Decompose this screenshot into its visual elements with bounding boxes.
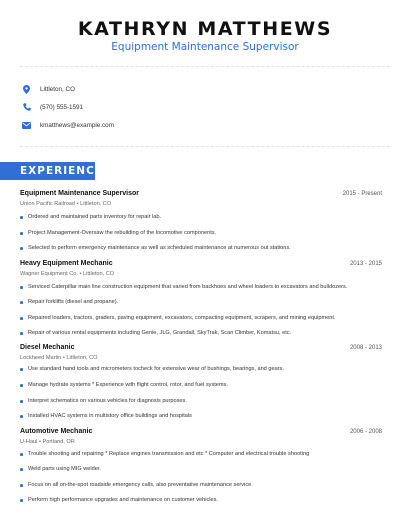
job-title: Diesel Mechanic xyxy=(20,344,75,351)
divider xyxy=(20,146,390,147)
job-bullet: Selected to perform emergency maintenance as well as scheduled maintenance at numerous out stations. xyxy=(20,245,291,251)
divider xyxy=(20,66,390,67)
job-bullet: Use standard hand tools and micrometers tocheck for extensive wear of bushings, bearings, and gears. xyxy=(20,366,284,372)
job-bullet: Focus on all on-the-spot roadside emergency calls, also preventative maintenance service. xyxy=(20,482,253,488)
job-bullet: Weld parts using MIG welder. xyxy=(20,466,101,472)
phone-icon xyxy=(22,103,31,112)
job-dates: 2015 - Present xyxy=(342,191,382,197)
job-bullet: Installed HVAC systems in multistory office buildings and hospitals xyxy=(20,413,192,419)
job-bullet: Repair forklifts (diesel and propane). xyxy=(20,299,118,305)
email-icon xyxy=(22,121,31,130)
contact-phone xyxy=(22,100,83,114)
candidate-title: Equipment Maintenance Supervisor xyxy=(111,41,299,53)
job-bullet: Serviced Caterpillar main line construction equipment that varied from backhoes and wheel loaders to excavators and bulldozers. xyxy=(20,284,347,290)
contact-email[interactable] xyxy=(22,118,114,132)
experience-heading: EXPERIENCE xyxy=(20,165,103,177)
contact-email-text[interactable]: kmatthews@example.com xyxy=(40,121,114,129)
job-title: Automotive Mechanic xyxy=(20,428,93,435)
job-bullet: Repair of various rental equipments including Genie, JLG, Grandall, SkyTrak, Scan Climber, Komatsu, etc. xyxy=(20,330,291,336)
job-bullet: Manage hydrate systems * Experience with flight control, rotor, and fuel systems. xyxy=(20,382,228,388)
job-company: Lockheed Martin • Littleton, CO xyxy=(20,355,98,361)
contact-location-text: Littleton, CO xyxy=(40,85,75,93)
job-bullet: Repaired loaders, tractors, graders, paving equipment, excavators, compacting equipment, scrapers, and mining equipment. xyxy=(20,315,336,321)
job-bullet: Ordered and maintained parts inventory for repair lab. xyxy=(20,214,161,220)
job-company: U-Haul • Portland, OR xyxy=(20,439,75,445)
job-company: Union Pacific Railroad • Littleton, CO xyxy=(20,201,112,207)
job-dates: 2013 - 2015 xyxy=(349,261,382,267)
job-bullet: Project Management-Oversaw the rebuilding of the locomotive components. xyxy=(20,230,216,236)
job-title: Equipment Maintenance Supervisor xyxy=(20,190,140,197)
job-dates: 2008 - 2013 xyxy=(349,345,382,351)
job-company: Wagner Equipment Co. • Littleton, CO xyxy=(20,271,115,277)
job-title: Heavy Equipment Mechanic xyxy=(20,260,113,267)
contact-location xyxy=(22,82,75,96)
location-pin-icon xyxy=(22,85,31,94)
contact-phone-text: (570) 555-1591 xyxy=(40,103,84,111)
candidate-name: KATHRYN MATTHEWS xyxy=(77,18,333,40)
job-dates: 2006 - 2008 xyxy=(349,429,382,435)
job-bullet: Perform high performance upgrades and maintenance on customer vehicles. xyxy=(20,497,218,503)
experience-section-header xyxy=(0,162,103,180)
job-bullet: Interpret schematics on various vehicles for diagnosis purposes. xyxy=(20,398,187,404)
job-bullet: Trouble shooting and repairing * Replace engines transmission and etc * Computer and electrical trouble shooting xyxy=(20,451,309,457)
